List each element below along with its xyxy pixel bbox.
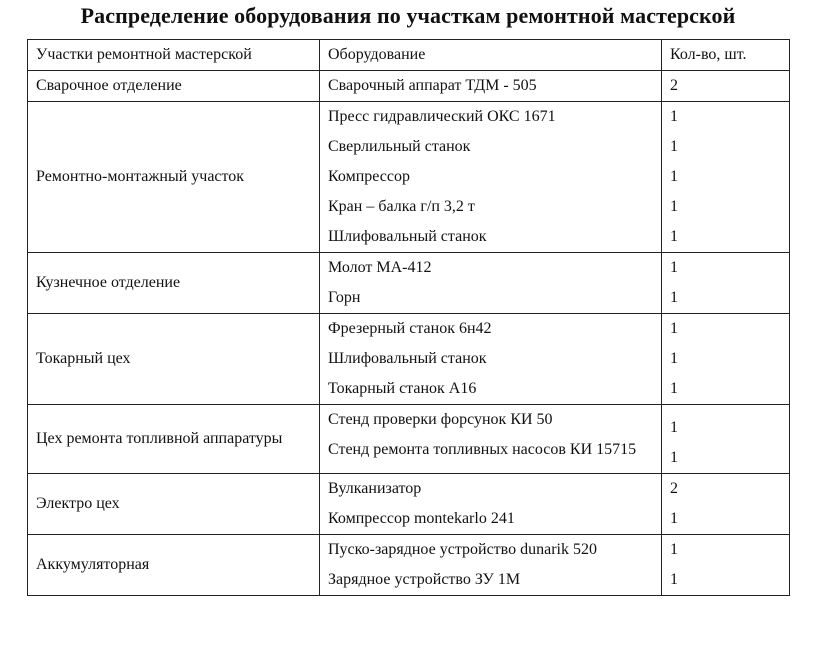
table-header-row [28, 40, 790, 71]
equipment-cell [320, 535, 662, 596]
equipment-item: Фрезерный станок 6н42 [328, 320, 492, 337]
equipment-item: Вулканизатор [328, 480, 422, 497]
header-section: Участки ремонтной мастерской [28, 40, 320, 71]
section-cell: Токарный цех [28, 314, 320, 405]
section-cell: Ремонтно-монтажный участок [28, 102, 320, 253]
equipment-cell [320, 102, 662, 253]
equipment-item: Сварочный аппарат ТДМ - 505 [328, 77, 537, 94]
qty-item: 1 [670, 228, 678, 245]
header-qty: Кол-во, шт. [662, 40, 790, 71]
qty-item: 1 [670, 168, 678, 185]
equipment-cell [320, 474, 662, 535]
qty-item: 1 [670, 541, 678, 558]
equipment-item: Молот МА-412 [328, 259, 432, 276]
equipment-item: Компрессор [328, 168, 410, 185]
section-cell: Цех ремонта топливной аппаратуры [28, 405, 320, 474]
page-title: Распределение оборудования по участкам ремонтной мастерской [80, 3, 736, 28]
qty-cell [662, 474, 790, 535]
qty-item: 1 [670, 320, 678, 337]
equipment-item: Токарный станок А16 [328, 380, 477, 397]
table-row [28, 474, 790, 535]
qty-item: 1 [670, 138, 678, 155]
section-cell: Аккумуляторная [28, 535, 320, 596]
section-cell: Кузнечное отделение [28, 253, 320, 314]
qty-cell [662, 253, 790, 314]
qty-item: 2 [670, 480, 678, 497]
qty-cell [662, 314, 790, 405]
equipment-item: Пуско-зарядное устройство dunarik 520 [328, 541, 597, 558]
equipment-item: Горн [328, 289, 361, 306]
equipment-item: Кран – балка г/п 3,2 т [328, 198, 475, 215]
equipment-cell [320, 71, 662, 102]
equipment-item: Шлифовальный станок [328, 350, 487, 367]
header-equipment: Оборудование [320, 40, 662, 71]
qty-item: 2 [670, 77, 678, 94]
table-row [28, 535, 790, 596]
qty-item: 1 [670, 108, 678, 125]
equipment-item: Стенд проверки форсунок КИ 50 [328, 411, 553, 428]
table-row [28, 314, 790, 405]
equipment-cell [320, 314, 662, 405]
qty-cell [662, 71, 790, 102]
table-row [28, 253, 790, 314]
equipment-item: Сверлильный станок [328, 138, 471, 155]
equipment-item: Пресс гидравлический ОКС 1671 [328, 108, 556, 125]
qty-item: 1 [670, 449, 678, 466]
qty-item: 1 [670, 419, 678, 436]
equipment-item: Зарядное устройство ЗУ 1М [328, 571, 521, 588]
equipment-table [27, 39, 790, 596]
qty-item: 1 [670, 198, 678, 215]
section-cell: Сварочное отделение [28, 71, 320, 102]
qty-item: 1 [670, 380, 678, 397]
qty-cell [662, 535, 790, 596]
equipment-item: Стенд ремонта топливных насосов КИ 15715 [328, 441, 637, 458]
qty-item: 1 [670, 289, 678, 306]
table-row [28, 405, 790, 474]
equipment-cell [320, 405, 662, 474]
table-row [28, 71, 790, 102]
qty-cell [662, 102, 790, 253]
section-cell: Электро цех [28, 474, 320, 535]
qty-item: 1 [670, 510, 678, 527]
qty-item: 1 [670, 350, 678, 367]
qty-item: 1 [670, 571, 678, 588]
equipment-cell [320, 253, 662, 314]
qty-cell [662, 405, 790, 474]
table-row [28, 102, 790, 253]
equipment-item: Шлифовальный станок [328, 228, 487, 245]
qty-item: 1 [670, 259, 678, 276]
equipment-item: Компрессор montekarlo 241 [328, 510, 515, 527]
